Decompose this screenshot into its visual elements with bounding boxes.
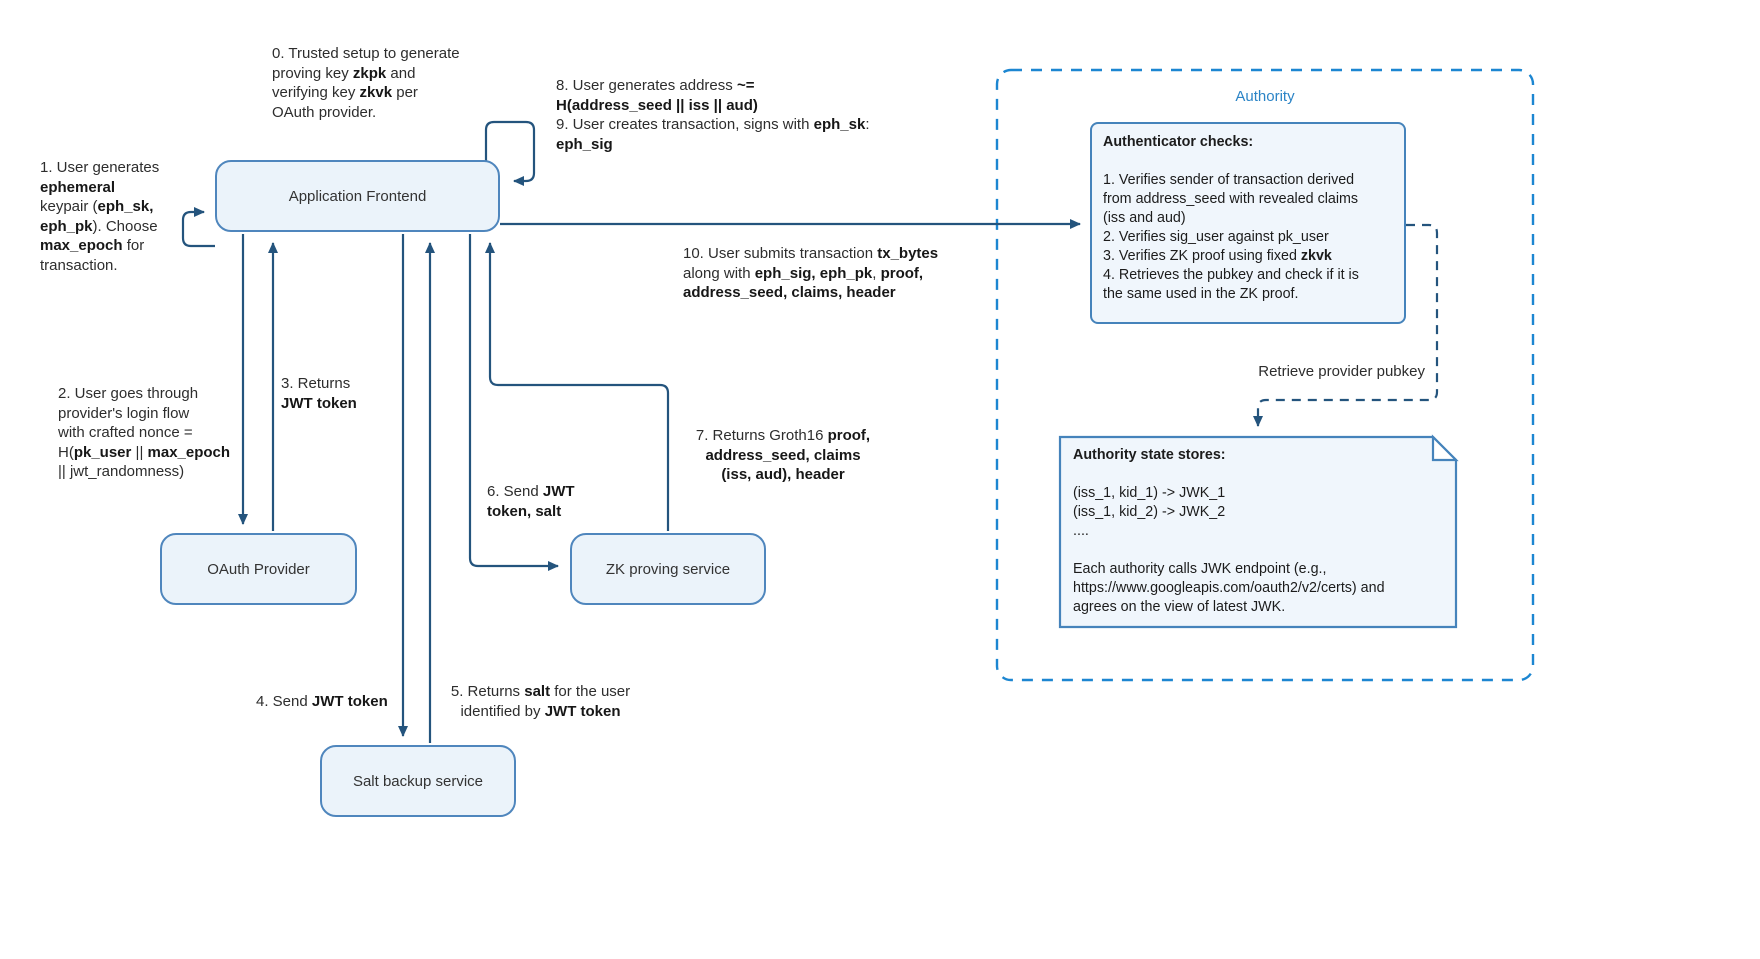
annotation-step-0: 0. Trusted setup to generate proving key zkpk and verifying key zkvk per OAuth provider. [272,45,460,121]
node-salt-backup-service-label: Salt backup service [352,772,484,790]
node-zk-proving-service [570,533,766,605]
authority-state-store-text: Authority state stores: (iss_1, kid_1) -> JWK_1 (iss_1, kid_2) -> JWK_2 .... Each authority calls JWK endpoint (e.g., https://www.googleapis.com/oauth2/v2/certs) and agrees on the view of latest JWK. [1073,447,1385,615]
node-zk-proving-service-label: ZK proving service [605,560,731,578]
annotation-retrieve-pubkey: Retrieve provider pubkey [1258,363,1425,380]
annotation-step-4: 4. Send JWT token [256,693,388,710]
annotation-step-6: 6. Send JWT token, salt [487,483,575,520]
authenticator-checks-panel: Authenticator checks: 1. Verifies sender of transaction derived from address_seed with revealed claims (iss and aud) 2. Verifies sig_user against pk_user 3. Verifies ZK proof using fixed zkvk 4. Retrieves the pubkey and check if it is the same used in the ZK proof. [1090,122,1406,324]
annotation-step-7: 7. Returns Groth16 proof, address_seed, claims (iss, aud), header [695,427,871,483]
node-oauth-provider-label: OAuth Provider [207,560,310,578]
annotation-step-5: 5. Returns salt for the user identified by JWT token [450,683,631,720]
annotation-step-10: 10. User submits transaction tx_bytes along with eph_sig, eph_pk, proof, address_seed, claims, header [683,245,939,301]
node-salt-backup-service [320,745,516,817]
node-application-frontend [215,160,500,232]
annotation-step-1: 1. User generates ephemeral keypair (eph_sk, eph_pk). Choose max_epoch for transaction. [40,159,160,274]
authority-region-label: Authority [1235,88,1295,105]
annotation-step-2: 2. User goes through provider's login flow with crafted nonce = H(pk_user || max_epoch || jwt_randomness) [58,385,231,480]
node-oauth-provider [160,533,357,605]
node-application-frontend-label: Application Frontend [288,187,427,205]
annotation-steps-8-9: 8. User generates address ~= H(address_seed || iss || aud) 9. User creates transaction, signs with eph_sk: eph_sig [556,77,870,153]
annotation-step-3: 3. Returns JWT token [281,375,357,412]
